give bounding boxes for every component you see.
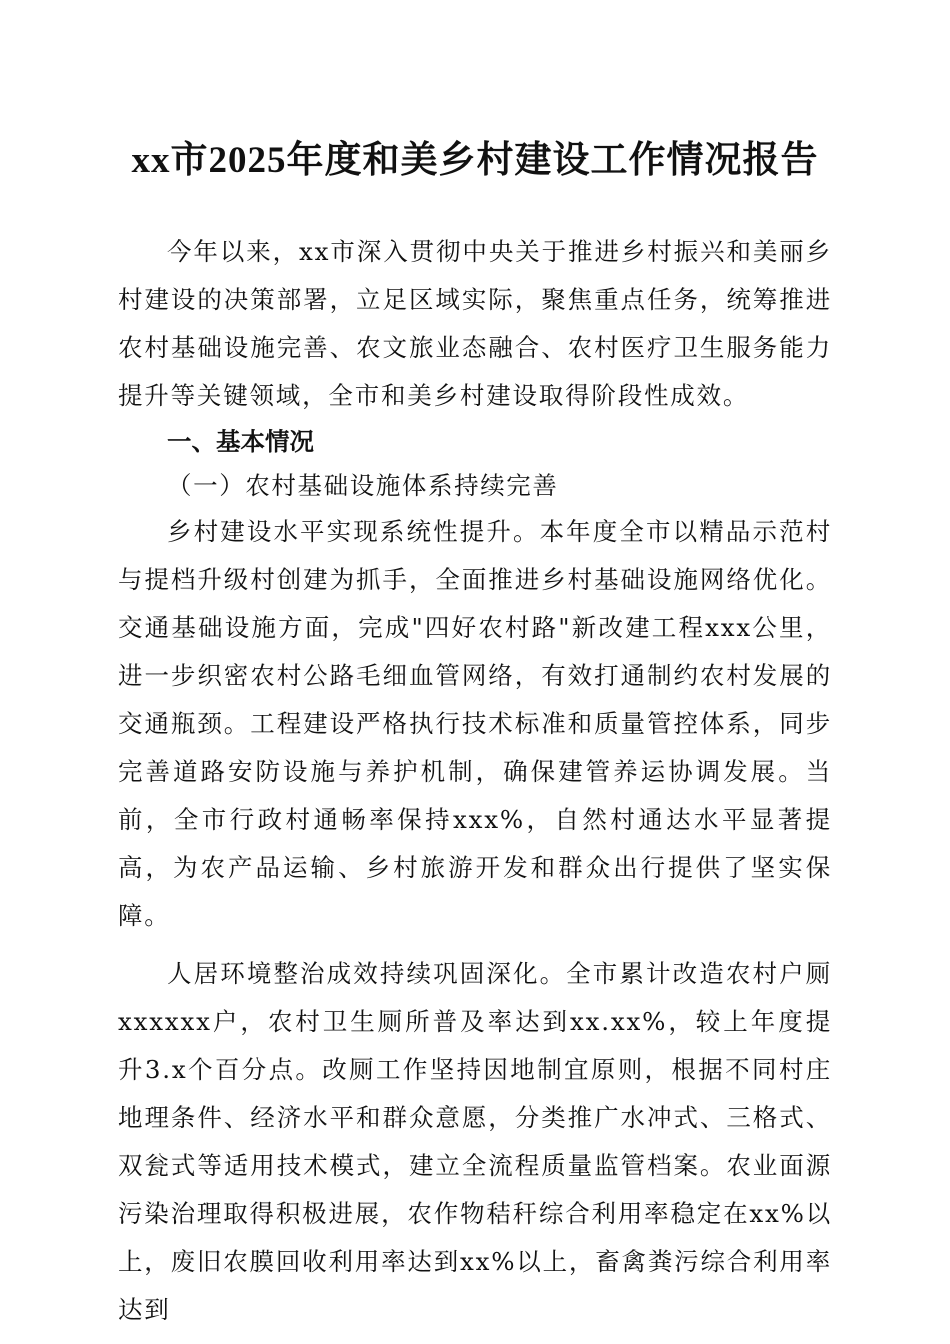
document-title: xx市2025年度和美乡村建设工作情况报告 bbox=[131, 140, 819, 181]
living-environment-paragraph: 人居环境整治成效持续巩固深化。全市累计改造农村户厕xxxxxx户，农村卫生厕所普及率达到xx.xx%，较上年度提升3.x个百分点。改厕工作坚持因地制宜原则，根据不同村庄地理条件、经济水平和群众意愿，分类推广水冲式、三格式、双瓮式等适用技术模式，建立全流程质量监管档案。农业面源污染治理取得积极进展，农作物秸秆综合利用率稳定在xx%以上，废旧农膜回收利用率达到xx%以上，畜禽粪污综合利用率达到 bbox=[118, 959, 832, 1324]
subsection-heading-infrastructure: （一）农村基础设施体系持续完善 bbox=[167, 471, 559, 500]
document-body bbox=[118, 228, 832, 1334]
infrastructure-paragraph: 乡村建设水平实现系统性提升。本年度全市以精品示范村与提档升级村创建为抓手，全面推进乡村基础设施网络优化。交通基础设施方面，完成"四好农村路"新改建工程xxx公里，进一步织密农村公路毛细血管网络，有效打通制约农村发展的交通瓶颈。工程建设严格执行技术标准和质量管控体系，同步完善道路安防设施与养护机制，确保建管养运协调发展。当前，全市行政村通畅率保持xxx%，自然村通达水平显著提高，为农产品运输、乡村旅游开发和群众出行提供了坚实保障。 bbox=[118, 517, 832, 930]
intro-paragraph: 今年以来，xx市深入贯彻中央关于推进乡村振兴和美丽乡村建设的决策部署，立足区域实际，聚焦重点任务，统筹推进农村基础设施完善、农文旅业态融合、农村医疗卫生服务能力提升等关键领域，全市和美乡村建设取得阶段性成效。 bbox=[118, 237, 832, 410]
section-heading-basic-situation: 一、基本情况 bbox=[167, 427, 314, 456]
